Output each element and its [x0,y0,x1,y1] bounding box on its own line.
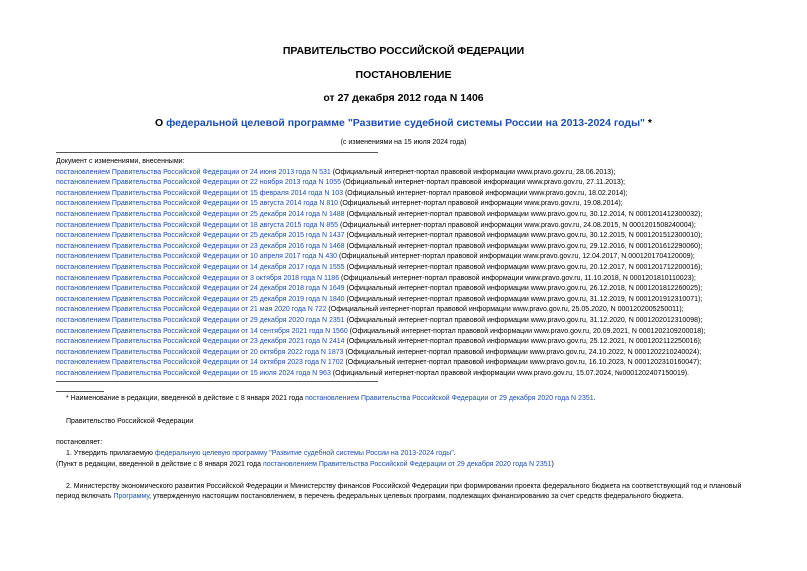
p2-prefix: период включать [56,493,114,500]
list-item [56,337,705,348]
list-item [56,168,705,179]
list-item [56,284,705,295]
list-item [56,295,705,306]
amendment-link[interactable]: постановлением Правительства Российской Федерации от 15 февраля 2014 года N 103 [56,189,343,197]
p1-suffix: . [453,450,456,457]
amendment-source: (Официальный интернет-портал правовой информации www.pravo.gov.ru, 20.12.2017, N 0001201712200016); [344,263,703,271]
p1-prefix: 1. Утвердить прилагаемую [66,450,155,457]
amendment-source: (Официальный интернет-портал правовой информации www.pravo.gov.ru, 30.12.2014, N 0001201412300032); [344,210,703,218]
amendment-source: (Официальный интернет-портал правовой информации www.pravo.gov.ru, 15.07.2024, №0001202407150019). [330,369,690,377]
amendment-link[interactable]: постановлением Правительства Российской Федерации от 22 ноября 2013 года N 1055 [56,179,342,187]
list-item [56,274,705,285]
amendment-source: (Официальный интернет-портал правовой информации www.pravo.gov.ru, 27.11.2013); [341,179,626,187]
amendment-source: (Официальный интернет-портал правовой информации www.pravo.gov.ru, 16.10.2023, N 0001202310160047); [343,359,702,367]
list-item [56,369,705,380]
footnote [66,394,596,404]
org-title: ПРАВИТЕЛЬСТВО РОССИЙСКОЙ ФЕДЕРАЦИИ [282,45,525,57]
amendment-source: (Официальный интернет-портал правовой информации www.pravo.gov.ru, 19.08.2014); [338,200,623,208]
list-item [56,327,705,338]
paragraph-2-line-2 [56,492,683,502]
list-item [56,263,705,274]
amendment-link[interactable]: постановлением Правительства Российской Федерации от 14 декабря 2017 года N 1555 [56,263,345,271]
footnote-prefix: * Наименование в редакции, введенной в действие с 8 января 2021 года [66,395,306,402]
amendment-source: (Официальный интернет-портал правовой информации www.pravo.gov.ru, 18.02.2014); [343,189,628,197]
amendment-source: (Официальный интернет-портал правовой информации www.pravo.gov.ru, 31.12.2019, N 0001201912310071); [344,295,703,303]
amendment-source: (Официальный интернет-портал правовой информации www.pravo.gov.ru, 26.12.2018, N 0001201812260025); [344,285,703,293]
p1-note-prefix: (Пункт в редакции, введенной в действие с 8 января 2021 года [56,461,263,468]
paragraph-2-line-1: 2. Министерству экономического развития Российской Федерации и Министерству финансов Российской Федерации при формировании проекта федерального бюджета на соответствующий год и плановый [66,483,742,490]
amendment-source: (Официальный интернет-портал правовой информации www.pravo.gov.ru, 31.12.2020, N 0001202012310098); [344,316,703,324]
amendment-source: (Официальный интернет-портал правовой информации www.pravo.gov.ru, 24.10.2022, N 0001202210240024); [343,348,702,356]
list-item [56,231,705,242]
amendment-link[interactable]: постановлением Правительства Российской Федерации от 23 декабря 2021 года N 2414 [56,338,345,346]
amendment-source: (Официальный интернет-портал правовой информации www.pravo.gov.ru, 29.12.2016, N 0001201612290060); [344,242,703,250]
amendment-link[interactable]: постановлением Правительства Российской Федерации от 15 июля 2024 года N 963 [56,369,331,377]
amendment-link[interactable]: постановлением Правительства Российской Федерации от 25 декабря 2019 года N 1840 [56,295,345,303]
list-item [56,178,705,189]
amendment-link[interactable]: постановлением Правительства Российской Федерации от 23 декабря 2016 года N 1468 [56,242,345,250]
list-item [56,242,705,253]
program-link[interactable]: федеральную целевую программу "Развитие судебной системы России на 2013-2024 годы" [154,450,454,457]
doc-title [0,117,807,129]
list-item [56,252,705,263]
list-item [56,189,705,200]
amendment-source: (Официальный интернет-портал правовой информации www.pravo.gov.ru, 25.05.2020, N 0001202005250011); [326,306,684,314]
paragraph-1 [66,449,456,459]
p2-suffix: , утвержденную настоящим постановлением, в перечень федеральных целевых программ, подлежащих финансированию за счет средств федерального бюджета. [149,493,684,500]
doc-title-suffix: * [645,117,653,129]
p1-note-suffix: ) [551,461,554,468]
doc-type: ПОСТАНОВЛЕНИЕ [355,69,452,81]
changes-list [56,157,705,379]
footnote-divider [56,391,104,392]
changes-divider [56,152,378,153]
amendment-link[interactable]: постановлением Правительства Российской Федерации от 25 декабря 2014 года N 1488 [56,210,345,218]
amendment-link[interactable]: постановлением Правительства Российской Федерации от 10 апреля 2017 года N 430 [56,253,338,261]
amendment-link[interactable]: постановлением Правительства Российской Федерации от 20 октября 2022 года N 1873 [56,348,344,356]
amendment-link[interactable]: постановлением Правительства Российской Федерации от 29 декабря 2020 года N 2351 [56,316,345,324]
list-item [56,316,705,327]
doc-title-prefix: О [154,117,167,129]
amendment-link[interactable]: постановлением Правительства Российской Федерации от 15 августа 2014 года N 810 [56,200,339,208]
list-item [56,221,705,232]
p1-note-link[interactable]: постановлением Правительства Российской Федерации от 29 декабря 2020 года N 2351 [262,461,552,468]
amendment-link[interactable]: постановлением Правительства Российской Федерации от 24 июня 2013 года N 531 [56,168,331,176]
list-item [56,348,705,359]
list-item [56,210,705,221]
changes-end-divider [56,381,378,382]
amendment-source: (Официальный интернет-портал правовой информации www.pravo.gov.ru, 25.12.2021, N 0001202112250016); [344,338,702,346]
amendment-source: (Официальный интернет-портал правовой информации www.pravo.gov.ru, 24.08.2015, N 0001201508240004); [338,221,696,229]
amendment-link[interactable]: постановлением Правительства Российской Федерации от 14 октября 2023 года N 1702 [56,359,344,367]
amendment-source: (Официальный интернет-портал правовой информации www.pravo.gov.ru, 30.12.2015, N 0001201512300010); [344,232,703,240]
amendment-link[interactable]: постановлением Правительства Российской Федерации от 3 октября 2018 года N 1186 [56,274,340,282]
changes-intro: Документ с изменениями, внесенными: [56,158,185,165]
amendment-link[interactable]: постановлением Правительства Российской Федерации от 25 декабря 2015 года N 1437 [56,232,345,240]
revision-note: (с изменениями на 15 июля 2024 года) [340,139,467,146]
list-item [56,199,705,210]
resolves: постановляет: [56,439,103,446]
author: Правительство Российской Федерации [66,418,194,425]
amendment-source: (Официальный интернет-портал правовой информации www.pravo.gov.ru, 12.04.2017, N 0001201704120009); [337,253,695,261]
paragraph-1-note [56,460,554,470]
amendment-source: (Официальный интернет-портал правовой информации www.pravo.gov.ru, 28.06.2013); [330,168,616,176]
list-item [56,358,705,369]
amendment-source: (Официальный интернет-портал правовой информации www.pravo.gov.ru, 20.09.2021, N 0001202109200018); [347,327,706,335]
amendment-link[interactable]: постановлением Правительства Российской Федерации от 18 августа 2015 года N 855 [56,221,339,229]
doc-date-number: от 27 декабря 2012 года N 1406 [323,92,484,104]
list-item [56,305,705,316]
footnote-link[interactable]: постановлением Правительства Российской Федерации от 29 декабря 2020 года N 2351 [305,395,594,402]
programma-link[interactable]: Программу [113,493,150,500]
amendment-link[interactable]: постановлением Правительства Российской Федерации от 21 мая 2020 года N 722 [56,306,327,314]
amendment-link[interactable]: постановлением Правительства Российской Федерации от 14 сентября 2021 года N 1560 [56,327,348,335]
doc-title-link[interactable]: федеральной целевой программе "Развитие судебной системы России на 2013-2024 годы" [166,117,646,129]
amendment-link[interactable]: постановлением Правительства Российской Федерации от 24 декабря 2018 года N 1649 [56,285,345,293]
amendment-source: (Официальный интернет-портал правовой информации www.pravo.gov.ru, 11.10.2018, N 0001201810110023); [339,274,696,282]
footnote-suffix: . [593,395,596,402]
